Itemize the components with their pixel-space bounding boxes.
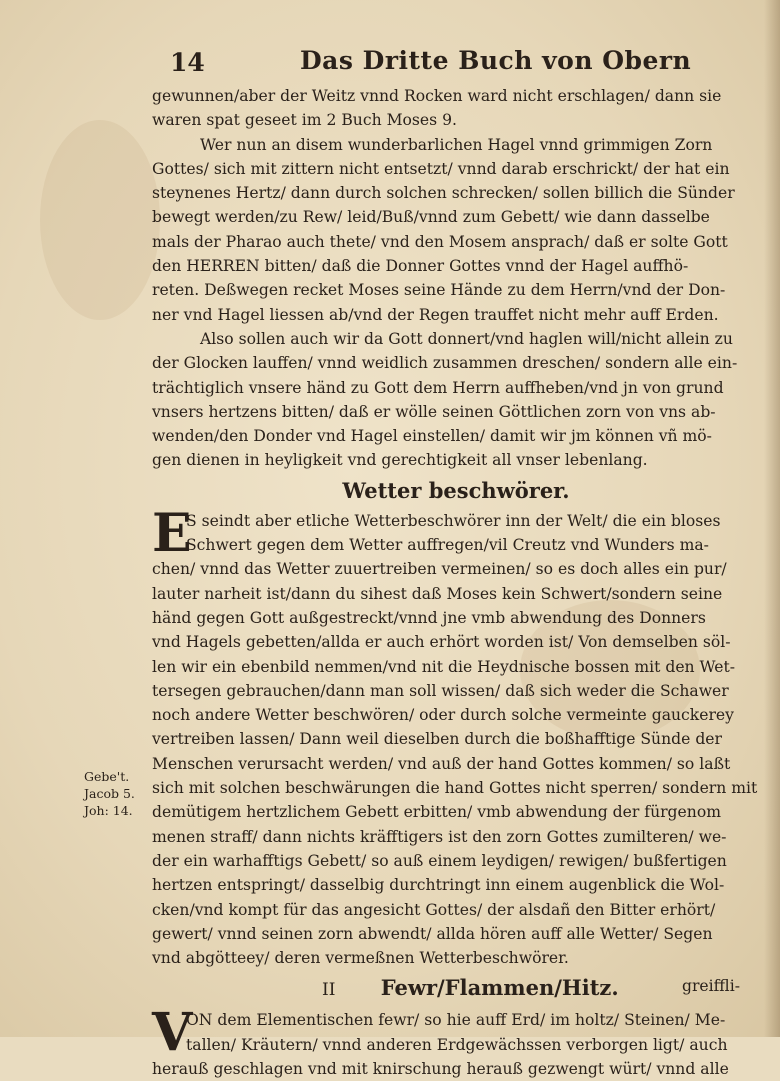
text-line: reten. Deßwegen recket Moses seine Hände zu dem Herrn/vnd der Don- [152,281,726,300]
text-line: Gottes/ sich mit zittern nicht entsetzt/ vnnd darab erschrickt/ der hat ein [152,159,730,178]
text-line: Wer nun an disem wunderbarlichen Hagel vnnd grimmigen Zorn [200,135,713,154]
text-line: tallen/ Kräutern/ vnnd anderen Erdgewächssen verborgen ligt/ auch [186,1035,728,1054]
text-line: chen/ vnnd das Wetter zuuertreiben vermeinen/ so es doch alles ein pur/ [152,560,727,579]
text-line: den HERREN bitten/ daß die Donner Gottes vnnd der Hagel auffhö- [152,257,689,276]
text-line: S seindt aber etliche Wetterbeschwörer inn der Welt/ die ein bloses [186,511,721,530]
paragraph-2 [152,133,760,327]
text-line: der ein warhafftigs Gebett/ so auß einem leydigen/ rewigen/ bußfertigen [152,851,727,870]
text-line: demütigem hertzlichem Gebett erbitten/ vmb abwendung der fürgenom [152,803,721,822]
text-line: sich mit solchen beschwärungen die hand Gottes nicht sperren/ sondern mit [152,779,758,798]
text-line: hertzen entspringt/ dasselbig durchtringt inn einem augenblick die Wol- [152,876,725,895]
paragraph-1 [152,84,760,133]
page-header [0,40,780,80]
paragraph-4 [152,502,760,971]
section-heading-2 [152,972,760,1006]
drop-initial: V [152,1002,193,1064]
text-line: vertreiben lassen/ Dann weil dieselben durch die boßhafftige Sünde der [152,730,722,749]
section-title: Fewr/Flammen/Hitz. [380,975,619,1001]
running-title: Das Dritte Buch von Obern [300,46,692,75]
catchword: greiffli- [682,977,740,995]
paragraph-3 [152,327,760,473]
text-line: gewert/ vnnd seinen zorn abwendt/ allda hören auff alle Wetter/ Segen [152,924,713,943]
text-line: bewegt werden/zu Rew/ leid/Buß/vnnd zum Gebett/ wie dann dasselbe [152,208,710,227]
text-line: händ gegen Gott außgestreckt/vnnd jne vmb abwendung des Donners [152,608,706,627]
text-line: vnd Hagels gebetten/allda er auch erhört worden ist/ Von demselben söl- [152,633,731,652]
section-number: II [322,980,336,1001]
margin-note-line: Jacob 5. [84,786,135,801]
paper-stain [40,120,160,320]
text-line: tersegen gebrauchen/dann man soll wissen/ daß sich weder die Schawer [152,681,729,700]
text-line: Also sollen auch wir da Gott donnert/vnd haglen will/nicht allein zu [200,329,733,348]
text-line: herauß geschlagen vnd mit knirschung herauß gezwengt würt/ vnnd alle [152,1059,729,1078]
text-line: Menschen verursacht werden/ vnd auß der hand Gottes kommen/ so laßt [152,754,731,773]
page-number: 14 [170,48,205,77]
text-line: Schwert gegen dem Wetter auffregen/vil Creutz vnd Wunders ma- [186,536,709,555]
text-line: gewunnen/aber der Weitz vnnd Rocken ward nicht erschlagen/ dann sie [152,87,722,105]
text-line: ON dem Elementischen fewr/ so hie auff Erd/ im holtz/ Steinen/ Me- [186,1011,726,1030]
section-heading: Wetter beschwörer. [342,477,570,503]
margin-note-line: Joh: 14. [84,803,133,818]
text-line: der Glocken lauffen/ vnnd weidlich zusammen dreschen/ sondern alle ein- [152,354,738,373]
text-line: gen dienen in heyligkeit vnd gerechtigkeit all vnser lebenlang. [152,451,648,470]
text-line: len wir ein ebenbild nemmen/vnd nit die Heydnische bossen mit den Wet- [152,657,736,676]
margin-note [84,768,146,819]
text-line: ner vnd Hagel liessen ab/vnd der Regen trauffet nicht mehr auff Erden. [152,305,719,324]
text-line: lauter narheit ist/dann du sihest daß Moses kein Schwert/sondern seine [152,584,723,603]
text-line: cken/vnd kompt für das angesicht Gottes/ der alsdañ den Bitter erhört/ [152,900,716,919]
text-line: vnd abgötteey/ deren vermeßnen Wetterbeschwörer. [152,949,569,968]
text-line: trächtiglich vnsere händ zu Gott dem Herrn auffheben/vnd jn von grund [152,378,724,397]
text-line: menen straff/ dann nichts kräfftigers ist den zorn Gottes zumilteren/ we- [152,827,727,846]
margin-note-line: Gebe't. [84,769,130,784]
body-text [152,84,760,1081]
text-line: mals der Pharao auch thete/ vnd den Mosem ansprach/ daß er solte Gott [152,232,728,251]
drop-initial: E [152,502,192,564]
text-line: wenden/den Donder vnd Hagel einstellen/ damit wir jm können vñ mö- [152,427,712,446]
paragraph-5 [152,1002,760,1081]
text-line: steynenes Hertz/ dann durch solchen schrecken/ sollen billich die Sünder [152,184,735,203]
text-line: vnsers hertzens bitten/ daß er wölle seinen Göttlichen zorn von vns ab- [152,402,716,421]
text-line: waren spat geseet im 2 Buch Moses 9. [152,111,457,130]
text-line: noch andere Wetter beschwören/ oder durch solche vermeinte gauckerey [152,706,734,725]
page-edge-shadow [764,0,780,1037]
